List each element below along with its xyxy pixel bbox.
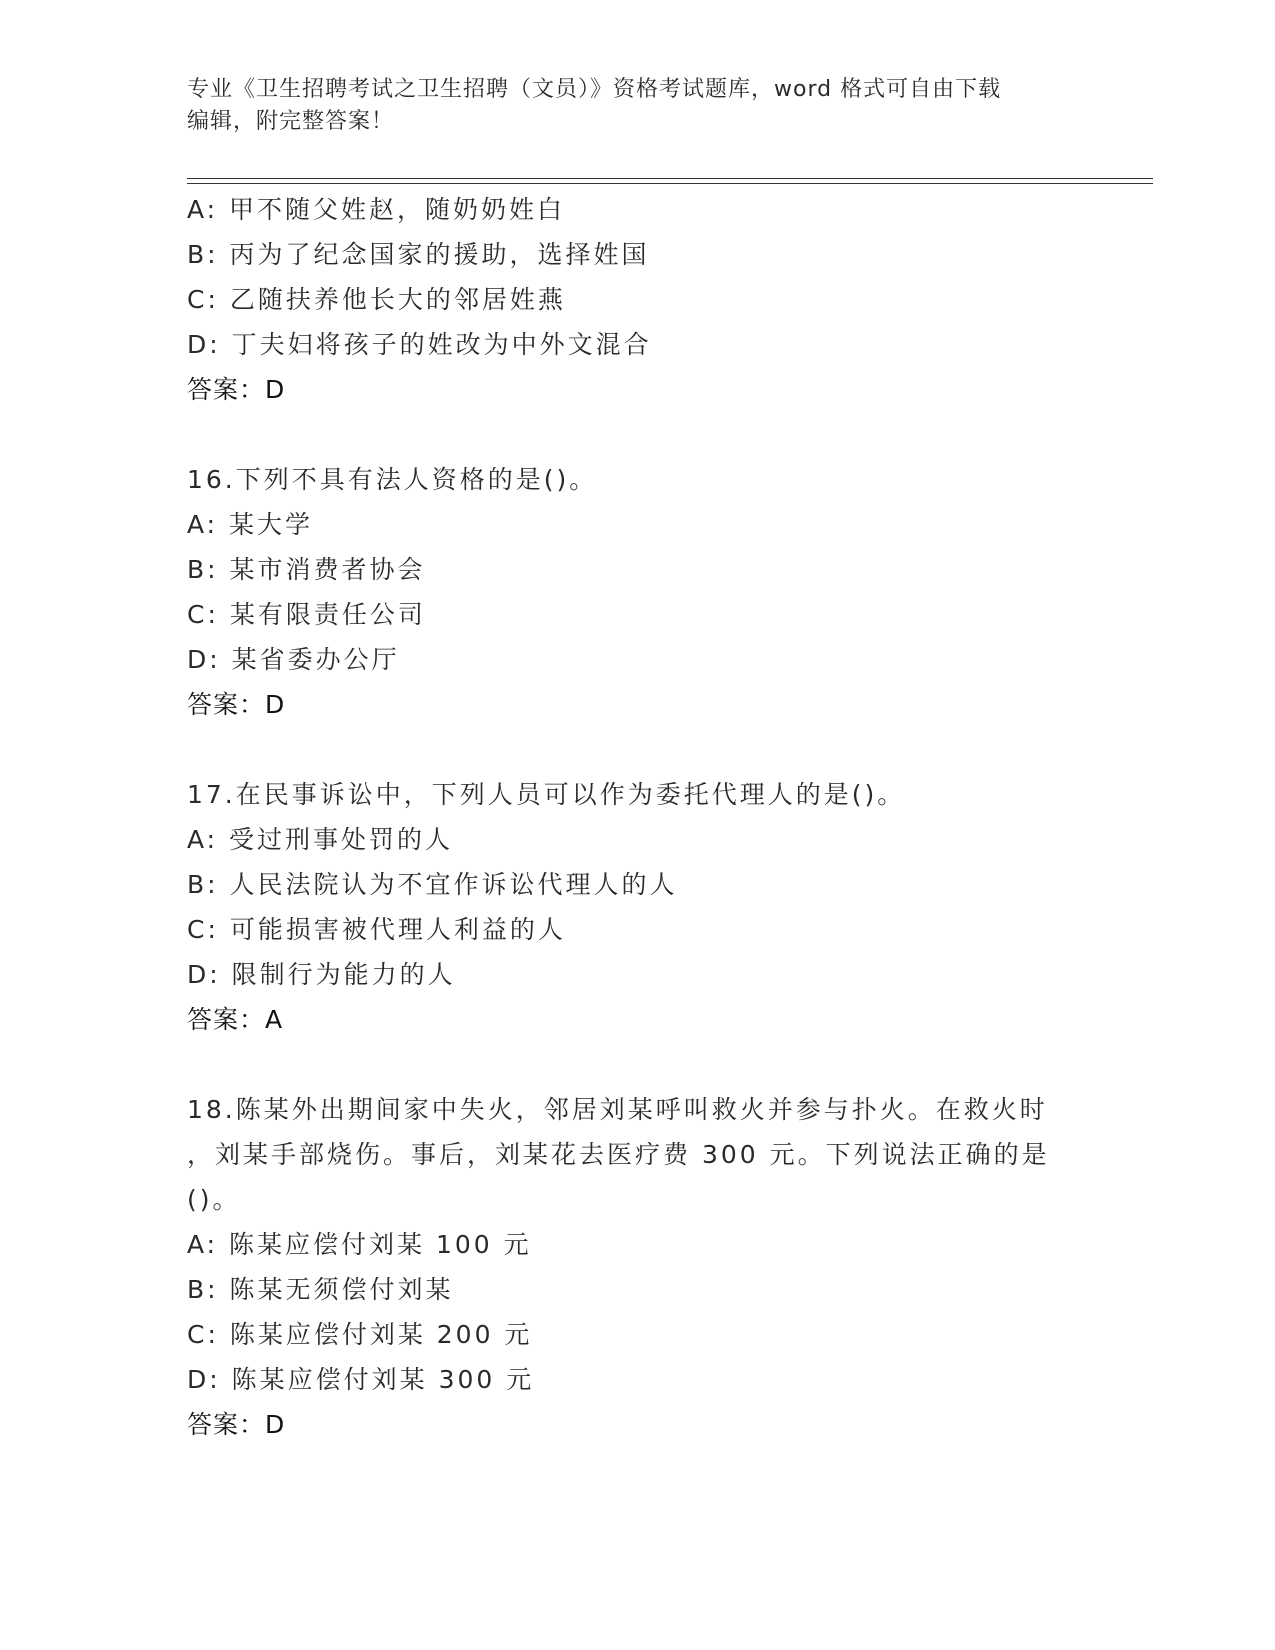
q17-option-d: D: 限制行为能力的人 [187, 960, 456, 989]
q17-option-a: A: 受过刑事处罚的人 [187, 825, 454, 854]
q18-stem-line-3: ()。 [187, 1185, 241, 1214]
q18-answer: 答案：D [187, 1410, 286, 1439]
q16-option-d: D: 某省委办公厅 [187, 645, 400, 674]
q17-option-c: C: 可能损害被代理人利益的人 [187, 915, 566, 944]
q15-answer: 答案：D [187, 375, 286, 404]
q18-stem-line-1: 18.陈某外出期间家中失火，邻居刘某呼叫救火并参与扑火。在救火时 [187, 1095, 1048, 1124]
q18-option-c: C: 陈某应偿付刘某 200 元 [187, 1320, 533, 1349]
header-line-1: 专业《卫生招聘考试之卫生招聘（文员）》资格考试题库，word 格式可自由下载 [187, 77, 1002, 102]
q16-answer: 答案：D [187, 690, 286, 719]
q15-option-c: C: 乙随扶养他长大的邻居姓燕 [187, 285, 566, 314]
q16-option-a: A: 某大学 [187, 510, 314, 539]
q15-option-a: A: 甲不随父姓赵，随奶奶姓白 [187, 195, 566, 224]
header-divider-top [187, 178, 1153, 179]
q15-option-b: B: 丙为了纪念国家的援助，选择姓国 [187, 240, 650, 269]
q17-option-b: B: 人民法院认为不宜作诉讼代理人的人 [187, 870, 678, 899]
q18-option-d: D: 陈某应偿付刘某 300 元 [187, 1365, 535, 1394]
q18-option-a: A: 陈某应偿付刘某 100 元 [187, 1230, 532, 1259]
q15-option-d: D: 丁夫妇将孩子的姓改为中外文混合 [187, 330, 652, 359]
q16-option-c: C: 某有限责任公司 [187, 600, 426, 629]
q17-answer: 答案：A [187, 1005, 284, 1034]
header-divider-bottom [187, 183, 1153, 184]
header-line-2: 编辑，附完整答案！ [187, 109, 395, 134]
q16-stem: 16.下列不具有法人资格的是()。 [187, 465, 598, 494]
q18-option-b: B: 陈某无须偿付刘某 [187, 1275, 454, 1304]
q18-stem-line-2: ，刘某手部烧伤。事后，刘某花去医疗费 300 元。下列说法正确的是 [187, 1140, 1050, 1169]
q16-option-b: B: 某市消费者协会 [187, 555, 426, 584]
document-header [187, 74, 1067, 138]
q17-stem: 17.在民事诉讼中，下列人员可以作为委托代理人的是()。 [187, 780, 906, 809]
